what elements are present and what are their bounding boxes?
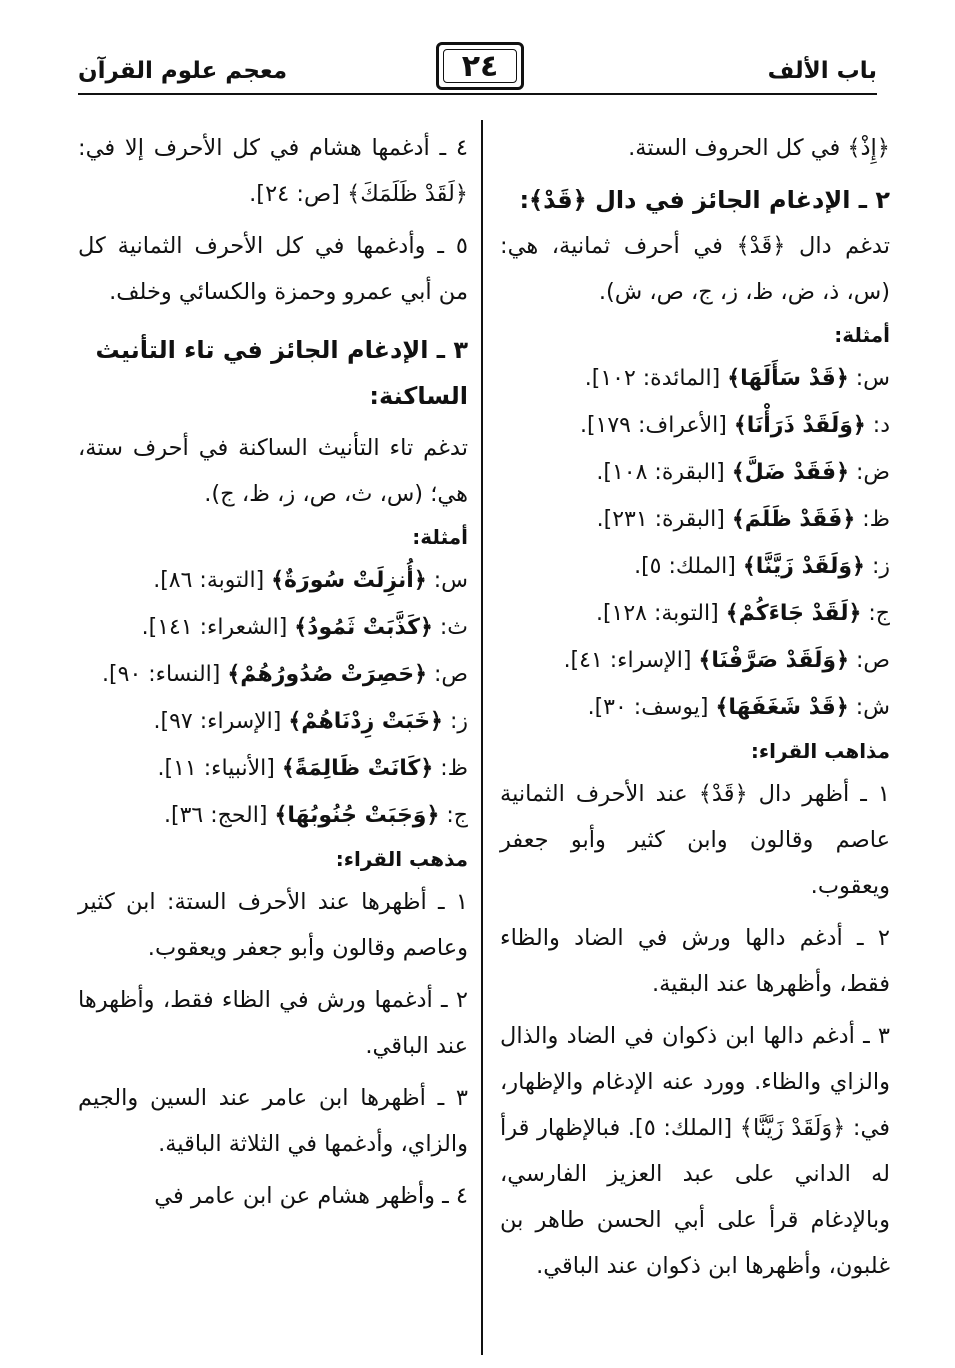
example-ref: [الأعراف: ١٧٩]. xyxy=(579,413,727,438)
example-ref: [التوبة: ٨٦]. xyxy=(153,568,265,593)
example-quote: ﴿قَدْ شَغَفَهَا﴾ xyxy=(715,695,849,720)
example-quote: ﴿قَدْ سَأَلَهَا﴾ xyxy=(727,366,849,391)
reader-paragraph: ٣ ـ أدغم دالها ابن ذكوان في الضاد والذال والزاي والظاء. وورد عنه الإدغام والإظهار، في: ﴿وَلَقَدْ زَيَّنَّا﴾ [الملك: ٥]. فبالإظهار قرأ له الداني على عبد العزيز الفارسي، وبالإدغام قرأ على أبي الحسن طاهر بن غلبون، وأظهرها ابن ذكوان عند الباقي. xyxy=(500,1023,891,1279)
example-ref: [يوسف: ٣٠]. xyxy=(587,695,709,720)
example-item xyxy=(78,651,468,698)
example-item xyxy=(500,637,890,684)
example-quote: ﴿حَصِرَتْ صُدُورُهُمْ﴾ xyxy=(227,662,427,687)
reader-paragraph: ٢ ـ أدغمها ورش في الظاء فقط، وأظهرها عند الباقي. xyxy=(78,987,468,1059)
readers-label: مذهب القراء: xyxy=(335,847,468,871)
example-letter: د: xyxy=(872,413,890,438)
column-divider xyxy=(481,120,483,1355)
example-letter: ص: xyxy=(433,662,468,687)
section2-heading: ٢ ـ الإدغام الجائز في دال ﴿قَدْ﴾: xyxy=(519,186,890,214)
example-letter: ث: xyxy=(439,615,468,640)
example-item xyxy=(78,792,468,839)
example-quote: ﴿خَبَتْ زِدْنَاهُمْ﴾ xyxy=(288,709,443,734)
examples-list xyxy=(500,355,890,731)
example-letter: ج: xyxy=(446,803,468,828)
example-ref: [البقرة: ٢٣١]. xyxy=(596,507,725,532)
reader-paragraph: ٣ ـ أظهرها ابن عامر عند السين والجيم والزاي، وأدغمها في الثلاثة الباقية. xyxy=(78,1085,468,1157)
example-item xyxy=(500,449,890,496)
reader-paragraph: ١ ـ أظهرها عند الأحرف الستة: ابن كثير وعاصم وقالون وأبو جعفر ويعقوب. xyxy=(78,889,468,961)
examples-label: أمثلة: xyxy=(412,525,468,549)
chapter-title: باب الألف xyxy=(767,58,877,84)
example-quote: ﴿وَلَقَدْ صَرَّفْنَا﴾ xyxy=(698,648,849,673)
example-quote: ﴿كَذَّبَتْ ثَمُودُ﴾ xyxy=(294,615,433,640)
example-item xyxy=(500,402,890,449)
example-ref: [الشعراء: ١٤١]. xyxy=(141,615,288,640)
reader-paragraph: ١ ـ أظهر دال ﴿قَدْ﴾ عند الأحرف الثمانية عاصم وقالون وابن كثير وأبو جعفر ويعقوب. xyxy=(500,781,890,899)
example-ref: [الملك: ٥]. xyxy=(634,554,736,579)
header-rule xyxy=(78,93,877,95)
example-letter: س: xyxy=(855,366,890,391)
example-letter: ج: xyxy=(868,601,890,626)
example-quote: ﴿وَلَقَدْ ذَرَأْنَا﴾ xyxy=(733,413,866,438)
section2-text: تدغم دال ﴿قَدْ﴾ في أحرف ثمانية، هي: (س، ذ، ض، ظ، ز، ج، ص، ش). xyxy=(500,233,890,305)
example-quote: ﴿فَقَدْ ظَلَمَ﴾ xyxy=(731,507,856,532)
example-quote: ﴿لَقَدْ جَاءَكُمْ﴾ xyxy=(725,601,862,626)
example-quote: ﴿أُنزِلَتْ سُورَةٌ﴾ xyxy=(271,568,427,593)
example-ref: [الحج: ٣٦]. xyxy=(164,803,268,828)
example-quote: ﴿وَلَقَدْ زَيَّنَّا﴾ xyxy=(742,554,865,579)
example-letter: ظ: xyxy=(440,756,468,781)
left-column xyxy=(78,125,468,1219)
example-item xyxy=(78,557,468,604)
example-letter: ض: xyxy=(855,460,890,485)
example-letter: ش: xyxy=(855,695,890,720)
example-quote: ﴿فَقَدْ ضَلَّ﴾ xyxy=(731,460,849,485)
example-item xyxy=(78,698,468,745)
right-column xyxy=(500,125,890,1289)
example-letter: ز: xyxy=(449,709,468,734)
example-item xyxy=(500,543,890,590)
section3-heading: ٣ ـ الإدغام الجائز في تاء التأنيث الساكنة: xyxy=(95,336,468,410)
example-ref: [البقرة: ١٠٨]. xyxy=(596,460,725,485)
reader-paragraph: ٥ ـ وأدغمها في كل الأحرف الثمانية كل من أبي عمرو وحمزة والكسائي وخلف. xyxy=(78,233,468,305)
reader-paragraph: ٤ ـ وأظهر هشام عن ابن عامر في xyxy=(154,1183,468,1209)
example-quote: ﴿كَانَتْ ظَالِمَةً﴾ xyxy=(281,756,434,781)
section3-text: تدغم تاء التأنيث الساكنة في أحرف ستة، هي؛ (س، ث، ص، ز، ظ، ج). xyxy=(78,435,468,507)
example-ref: [الإسراء: ٩٧]. xyxy=(153,709,282,734)
example-ref: [الأنبياء: ١١]. xyxy=(157,756,275,781)
example-item xyxy=(500,684,890,731)
example-item xyxy=(78,604,468,651)
example-ref: [التوبة: ١٢٨]. xyxy=(595,601,719,626)
example-letter: س: xyxy=(433,568,468,593)
example-ref: [المائدة: ١٠٢]. xyxy=(584,366,721,391)
example-ref: [النساء: ٩٠]. xyxy=(102,662,221,687)
example-item xyxy=(500,590,890,637)
page-number: ٢٤ xyxy=(461,48,499,84)
example-letter: ظ: xyxy=(862,507,890,532)
example-ref: [الإسراء: ٤١]. xyxy=(563,648,692,673)
page-number-box xyxy=(436,42,524,90)
example-letter: ز: xyxy=(871,554,890,579)
reader-paragraph: ٤ ـ أدغمها هشام في كل الأحرف إلا في: ﴿لَقَدْ ظَلَمَكَ﴾ [ص: ٢٤]. xyxy=(78,135,468,207)
readers-label: مذاهب القراء: xyxy=(750,739,890,763)
intro-line: ﴿إِذْ﴾ في كل الحروف الستة. xyxy=(628,135,890,161)
examples-list xyxy=(78,557,468,839)
book-title: معجم علوم القرآن xyxy=(78,58,288,84)
example-item xyxy=(500,355,890,402)
example-letter: ص: xyxy=(855,648,890,673)
examples-label: أمثلة: xyxy=(834,323,890,347)
example-quote: ﴿وَجَبَتْ جُنُوبُهَا﴾ xyxy=(274,803,440,828)
example-item xyxy=(78,745,468,792)
reader-paragraph: ٢ ـ أدغم دالها ورش في الضاد والظاء فقط، وأظهرها عند البقية. xyxy=(500,925,890,997)
example-item xyxy=(500,496,890,543)
